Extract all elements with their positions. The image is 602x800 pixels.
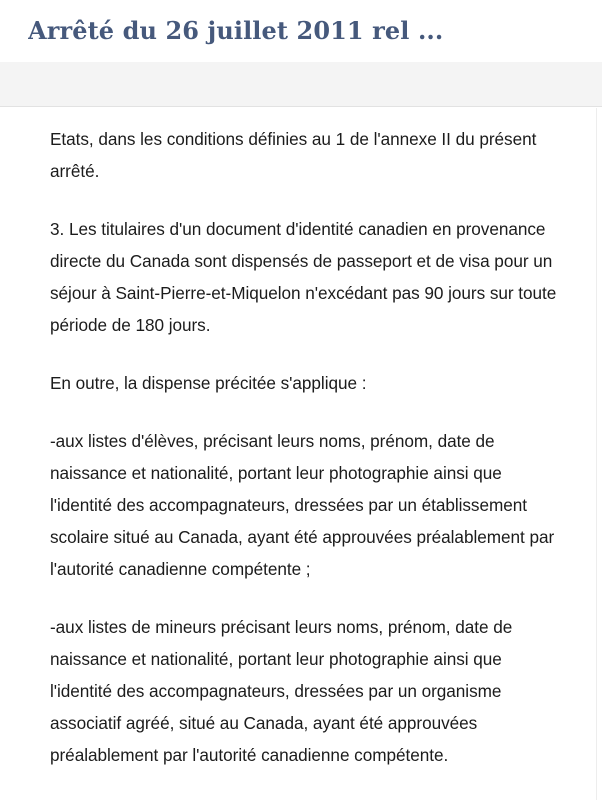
toolbar-separator-band: [0, 62, 602, 107]
paragraph-listes-mineurs: -aux listes de mineurs précisant leurs noms, prénom, date de naissance et nationalité, portant leur photographie ainsi que l'identité des accompagnateurs, dressées par un organisme associatif agréé, situé au Canada, ayant été approuvées préalablement par l'autorité canadienne compétente.: [50, 617, 513, 765]
content-right-rule: [596, 108, 597, 800]
paragraph-en-outre: En outre, la dispense précitée s'applique :: [50, 373, 367, 393]
paragraph-listes-eleves: -aux listes d'élèves, précisant leurs noms, prénom, date de naissance et nationalité, portant leur photographie ainsi que l'identité des accompagnateurs, dressées par un établissement scolaire situé au Canada, ayant été approuvées préalablement par l'autorité canadienne compétente ;: [50, 431, 555, 579]
page-title: Arrêté du 26 juillet 2011 rel ...: [28, 16, 444, 45]
paragraph-continuation: Etats, dans les conditions définies au 1 de l'annexe II du présent arrêté.: [50, 129, 537, 181]
paragraph-point-3: 3. Les titulaires d'un document d'identité canadien en provenance directe du Canada sont dispensés de passeport et de visa pour un séjour à Saint-Pierre-et-Miquelon n'excédant pas 90 jours sur toute période de 180 jours.: [50, 219, 557, 335]
document-content-pane[interactable]: [0, 108, 602, 800]
document-titlebar: [0, 0, 602, 62]
article-body: [0, 123, 602, 771]
